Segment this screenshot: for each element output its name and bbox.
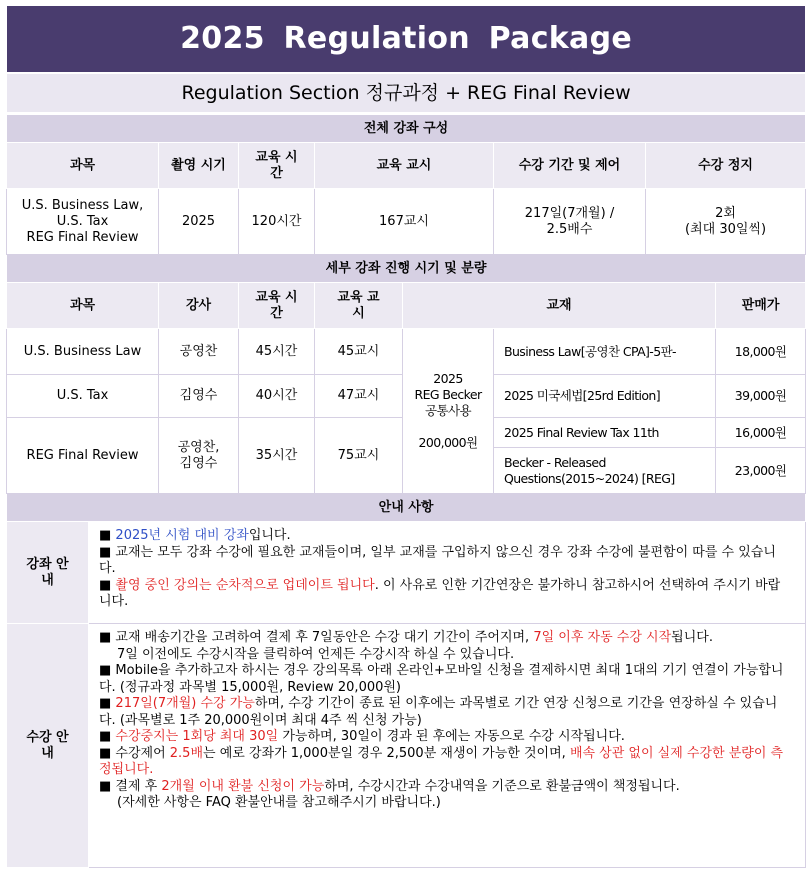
book-price: 18,000원 (716, 329, 806, 375)
detail-section-title: 세부 강좌 진행 시기 및 분량 (7, 255, 806, 283)
study-guide-label: 수강 안내 (7, 624, 89, 868)
detail-row-teacher: 공영찬 (159, 329, 239, 375)
book-name: 2025 미국세법[25rd Edition] (494, 375, 716, 418)
overview-periods: 167교시 (315, 189, 494, 255)
detail-header-price: 판매가 (716, 283, 806, 329)
study-guide-text: ■ 교재 배송기간을 고려하여 결제 후 7일동안은 수강 대기 기간이 주어지며, 7일 이후 자동 수강 시작됩니다. 7일 이전에도 수강시작을 클릭하여 언제든 수강시작 하실 수 있습니다. ■ Mobile을 추가하고자 하시는 경우 강의목록 아래 온라인+모바일 신청을 결제하시면 최대 1대의 기기 연결이 가능합니다. (정규과정 과목별 15,000원, Review 20,000원) ■ 217일(7개월) 수강 가능하며, 수강 기간이 종료 된 이후에는 과목별로 기간 연장 신청으로 기간을 연장하실 수 있습니다. (과목별로 1주 20,000원이며 최대 4주 씩 신청 가능) ■ 수강중지는 1회당 최대 30일 가능하며, 30일이 경과 된 후에는 자동으로 수강 시작됩니다. ■ 수강제어 2.5배는 예로 강좌가 1,000분일 경우 2,500분 재생이 가능한 것이며, 배속 상관 없이 실제 수강한 분량이 측정됩니다. ■ 결제 후 2개월 이내 환불 신청이 가능하며, 수강시간과 수강내역을 기준으로 환불금액이 책정됩니다. (자세한 사항은 FAQ 환불안내를 참고해주시기 바랍니다.) (89, 624, 806, 868)
shared-book: 2025 REG Becker 공통사용 200,000원 (403, 329, 494, 494)
page-subtitle: Regulation Section 정규과정 + REG Final Review (7, 73, 806, 114)
book-name: 2025 Final Review Tax 11th (494, 418, 716, 448)
detail-row-hours: 40시간 (239, 375, 315, 418)
book-price: 23,000원 (716, 448, 806, 494)
package-table (6, 5, 806, 868)
overview-duration: 217일(7개월) / 2.5배수 (494, 189, 646, 255)
book-name: Business Law[공영찬 CPA]-5판- (494, 329, 716, 375)
overview-header-subject: 과목 (7, 143, 159, 189)
detail-header-hours: 교육 시간 (239, 283, 315, 329)
detail-row-periods: 45교시 (315, 329, 403, 375)
book-name: Becker - Released Questions(2015~2024) [REG] (494, 448, 716, 494)
detail-row-subject: U.S. Tax (7, 375, 159, 418)
detail-row-periods: 47교시 (315, 375, 403, 418)
regulation-package (6, 5, 805, 868)
detail-header-teacher: 강사 (159, 283, 239, 329)
overview-header-duration: 수강 기간 및 제어 (494, 143, 646, 189)
overview-pause: 2회 (최대 30일씩) (646, 189, 806, 255)
overview-header-periods: 교육 교시 (315, 143, 494, 189)
overview-header-pause: 수강 정지 (646, 143, 806, 189)
detail-header-books: 교재 (403, 283, 716, 329)
detail-row-periods: 75교시 (315, 418, 403, 494)
detail-header-subject: 과목 (7, 283, 159, 329)
detail-row-hours: 35시간 (239, 418, 315, 494)
detail-row-subject: REG Final Review (7, 418, 159, 494)
book-price: 39,000원 (716, 375, 806, 418)
detail-header-periods: 교육 교시 (315, 283, 403, 329)
detail-row-teacher: 공영찬, 김영수 (159, 418, 239, 494)
overview-header-hours: 교육 시간 (239, 143, 315, 189)
guide-section-title: 안내 사항 (7, 494, 806, 522)
course-guide-text: ■ 2025년 시험 대비 강좌입니다. ■ 교재는 모두 강좌 수강에 필요한 교재들이며, 일부 교재를 구입하지 않으신 경우 강좌 수강에 불편함이 따를 수 있습니다. ■ 촬영 중인 강의는 순차적으로 업데이트 됩니다. 이 사유로 인한 기간연장은 불가하니 참고하시어 선택하여 주시기 바랍니다. (89, 522, 806, 624)
overview-subjects: U.S. Business Law, U.S. Tax REG Final Review (7, 189, 159, 255)
overview-filming: 2025 (159, 189, 239, 255)
detail-row-hours: 45시간 (239, 329, 315, 375)
detail-row-teacher: 김영수 (159, 375, 239, 418)
page-title: 2025 Regulation Package (7, 6, 806, 74)
overview-section-title: 전체 강좌 구성 (7, 114, 806, 143)
overview-hours: 120시간 (239, 189, 315, 255)
detail-row-subject: U.S. Business Law (7, 329, 159, 375)
overview-header-filming: 촬영 시기 (159, 143, 239, 189)
course-guide-label: 강좌 안내 (7, 522, 89, 624)
book-price: 16,000원 (716, 418, 806, 448)
